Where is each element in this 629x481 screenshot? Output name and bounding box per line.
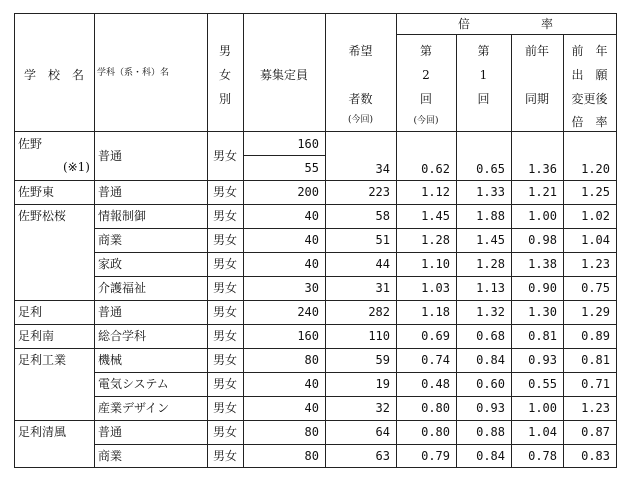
school-name: 足利清風 [18,425,67,439]
gender-cell: 男女 [212,377,237,391]
capacity-cell: 30 [304,281,319,295]
table-top-border [14,13,617,14]
gender-cell: 男女 [212,185,237,199]
row-separator [14,420,617,421]
prev-year-cell: 1.30 [528,305,557,319]
course-name: 商業 [98,233,123,247]
gender-cell: 男女 [212,449,237,463]
header-school-name: 学 校 名 [23,68,84,82]
ratio-first-cell: 0.93 [476,401,505,415]
gender-cell: 男女 [212,305,237,319]
ratio-second-cell: 0.48 [421,377,450,391]
header-first-1: 第 [477,44,490,58]
row-separator [94,444,617,445]
ratio-first-cell: 0.84 [476,353,505,367]
header-applicants-2: 者数 [348,92,373,106]
header-prev-1: 前年 [524,44,549,58]
header-applicants-3: (今回) [347,115,374,125]
header-gender-1: 男 [218,44,231,58]
prev-after-cell: 0.81 [581,353,610,367]
ratio-second-cell: 1.10 [421,257,450,271]
prev-year-cell: 1.04 [528,425,557,439]
applicants-cell: 282 [368,305,390,319]
row-separator [94,372,617,373]
row-separator [14,300,617,301]
prev-year-cell: 0.93 [528,353,557,367]
ratio-second-cell: 1.18 [421,305,450,319]
gender-cell: 男女 [212,149,237,163]
course-name: 普通 [98,305,123,319]
applicants-cell: 51 [375,233,390,247]
prev-year-cell: 1.38 [528,257,557,271]
header-ratio-2: 率 [541,17,554,31]
course-name: 介護福祉 [98,281,147,295]
ratio-first-cell: 1.32 [476,305,505,319]
ratio-first-cell: 0.84 [476,449,505,463]
prev-year-cell: 0.55 [528,377,557,391]
ratio-second-cell: 0.79 [421,449,450,463]
school-name: 足利 [18,305,43,319]
capacity-cell: 40 [304,233,319,247]
course-name: 普通 [98,149,123,163]
applicants-cell: 63 [375,449,390,463]
row-separator [14,324,617,325]
ratio-first-cell: 1.33 [476,185,505,199]
applicants-cell: 58 [375,209,390,223]
school-name: 佐野東 [18,185,55,199]
school-name: 佐野 [18,137,43,151]
gender-cell: 男女 [212,257,237,271]
school-note: (※1) [62,160,90,174]
applicants-cell: 223 [368,185,390,199]
ratio-second-cell: 1.45 [421,209,450,223]
column-divider [14,13,15,468]
ratio-first-cell: 1.45 [476,233,505,247]
school-name: 足利南 [18,329,55,343]
ratio-second-cell: 0.69 [421,329,450,343]
header-applicants-1: 希望 [348,44,373,58]
row-separator [94,252,617,253]
ratio-second-cell: 0.74 [421,353,450,367]
gender-cell: 男女 [212,281,237,295]
header-prevafter-1: 前 年 [571,44,608,58]
prev-after-cell: 1.04 [581,233,610,247]
gender-cell: 男女 [212,209,237,223]
capacity-cell: 80 [304,353,319,367]
course-name: 商業 [98,449,123,463]
applicants-cell: 44 [375,257,390,271]
ratio-second-cell: 0.62 [421,162,450,176]
column-divider [94,13,95,468]
prev-after-cell: 0.71 [581,377,610,391]
prev-year-cell: 1.00 [528,209,557,223]
applicants-cell: 32 [375,401,390,415]
ratio-first-cell: 0.68 [476,329,505,343]
header-second-1: 第 [419,44,432,58]
prev-after-cell: 0.83 [581,449,610,463]
prev-year-cell: 0.90 [528,281,557,295]
prev-year-cell: 0.78 [528,449,557,463]
header-first-2: 1 [479,68,488,82]
header-ratio-1: 倍 [458,17,471,31]
prev-after-cell: 1.29 [581,305,610,319]
header-second-3: 回 [419,92,432,106]
course-name: 機械 [98,353,123,367]
ratio-second-cell: 1.03 [421,281,450,295]
course-name: 普通 [98,185,123,199]
prev-after-cell: 1.20 [581,162,610,176]
header-prevafter-2: 出 願 [571,68,608,82]
prev-year-cell: 0.81 [528,329,557,343]
header-gender-3: 別 [218,92,231,106]
ratio-first-cell: 1.88 [476,209,505,223]
applicants-cell: 34 [375,162,390,176]
header-second-4: (今回) [413,116,439,126]
prev-year-cell: 1.00 [528,401,557,415]
header-first-3: 回 [477,92,490,106]
ratio-sub-border [396,34,617,35]
header-gender-2: 女 [218,68,231,82]
applicants-cell: 19 [375,377,390,391]
applicants-cell: 64 [375,425,390,439]
ratio-second-cell: 1.28 [421,233,450,247]
capacity-cell: 40 [304,209,319,223]
capacity-cell: 160 [297,137,319,151]
row-separator [14,204,617,205]
header-bottom-border [14,131,617,132]
ratio-first-cell: 1.28 [476,257,505,271]
header-capacity: 募集定員 [259,68,308,82]
capacity-split [243,155,325,156]
course-name: 普通 [98,425,123,439]
gender-cell: 男女 [212,353,237,367]
row-separator [94,228,617,229]
prev-after-cell: 0.89 [581,329,610,343]
ratio-first-cell: 0.60 [476,377,505,391]
applicants-cell: 59 [375,353,390,367]
prev-after-cell: 1.23 [581,401,610,415]
capacity-cell: 160 [297,329,319,343]
capacity-cell: 40 [304,257,319,271]
header-course: 学科（系・科）名 [97,68,170,78]
prev-after-cell: 1.23 [581,257,610,271]
header-prev-2: 同期 [524,92,549,106]
row-separator [14,348,617,349]
header-second-2: 2 [422,68,430,82]
column-divider [616,13,617,468]
prev-year-cell: 1.36 [528,162,557,176]
capacity-cell: 40 [304,401,319,415]
course-name: 総合学科 [98,329,147,343]
applicants-cell: 31 [375,281,390,295]
row-separator [94,396,617,397]
ratio-second-cell: 0.80 [421,401,450,415]
capacity-cell: 200 [297,185,319,199]
ratio-first-cell: 0.65 [476,162,505,176]
capacity-cell: 240 [297,305,319,319]
course-name: 家政 [98,257,123,271]
course-name: 産業デザイン [98,401,170,415]
table-bottom-border [14,467,617,468]
row-separator [14,180,617,181]
header-prevafter-4: 倍 率 [571,115,608,129]
ratio-first-cell: 0.88 [476,425,505,439]
ratio-second-cell: 1.12 [421,185,450,199]
school-name: 佐野松桜 [18,209,67,223]
prev-after-cell: 1.25 [581,185,610,199]
gender-cell: 男女 [212,425,237,439]
prev-after-cell: 1.02 [581,209,610,223]
course-name: 電気システム [98,377,169,391]
capacity-cell: 80 [304,449,319,463]
capacity-cell: 40 [304,377,319,391]
gender-cell: 男女 [212,233,237,247]
school-name: 足利工業 [18,353,67,367]
ratio-second-cell: 0.80 [421,425,450,439]
gender-cell: 男女 [212,329,237,343]
ratio-first-cell: 1.13 [476,281,505,295]
course-name: 情報制御 [98,209,147,223]
prev-after-cell: 0.87 [581,425,610,439]
header-prevafter-3: 変更後 [571,92,608,106]
capacity-cell-2: 55 [304,161,319,175]
prev-year-cell: 0.98 [528,233,557,247]
prev-year-cell: 1.21 [528,185,557,199]
applicants-cell: 110 [368,329,390,343]
capacity-cell: 80 [304,425,319,439]
gender-cell: 男女 [212,401,237,415]
prev-after-cell: 0.75 [581,281,610,295]
row-separator [94,276,617,277]
